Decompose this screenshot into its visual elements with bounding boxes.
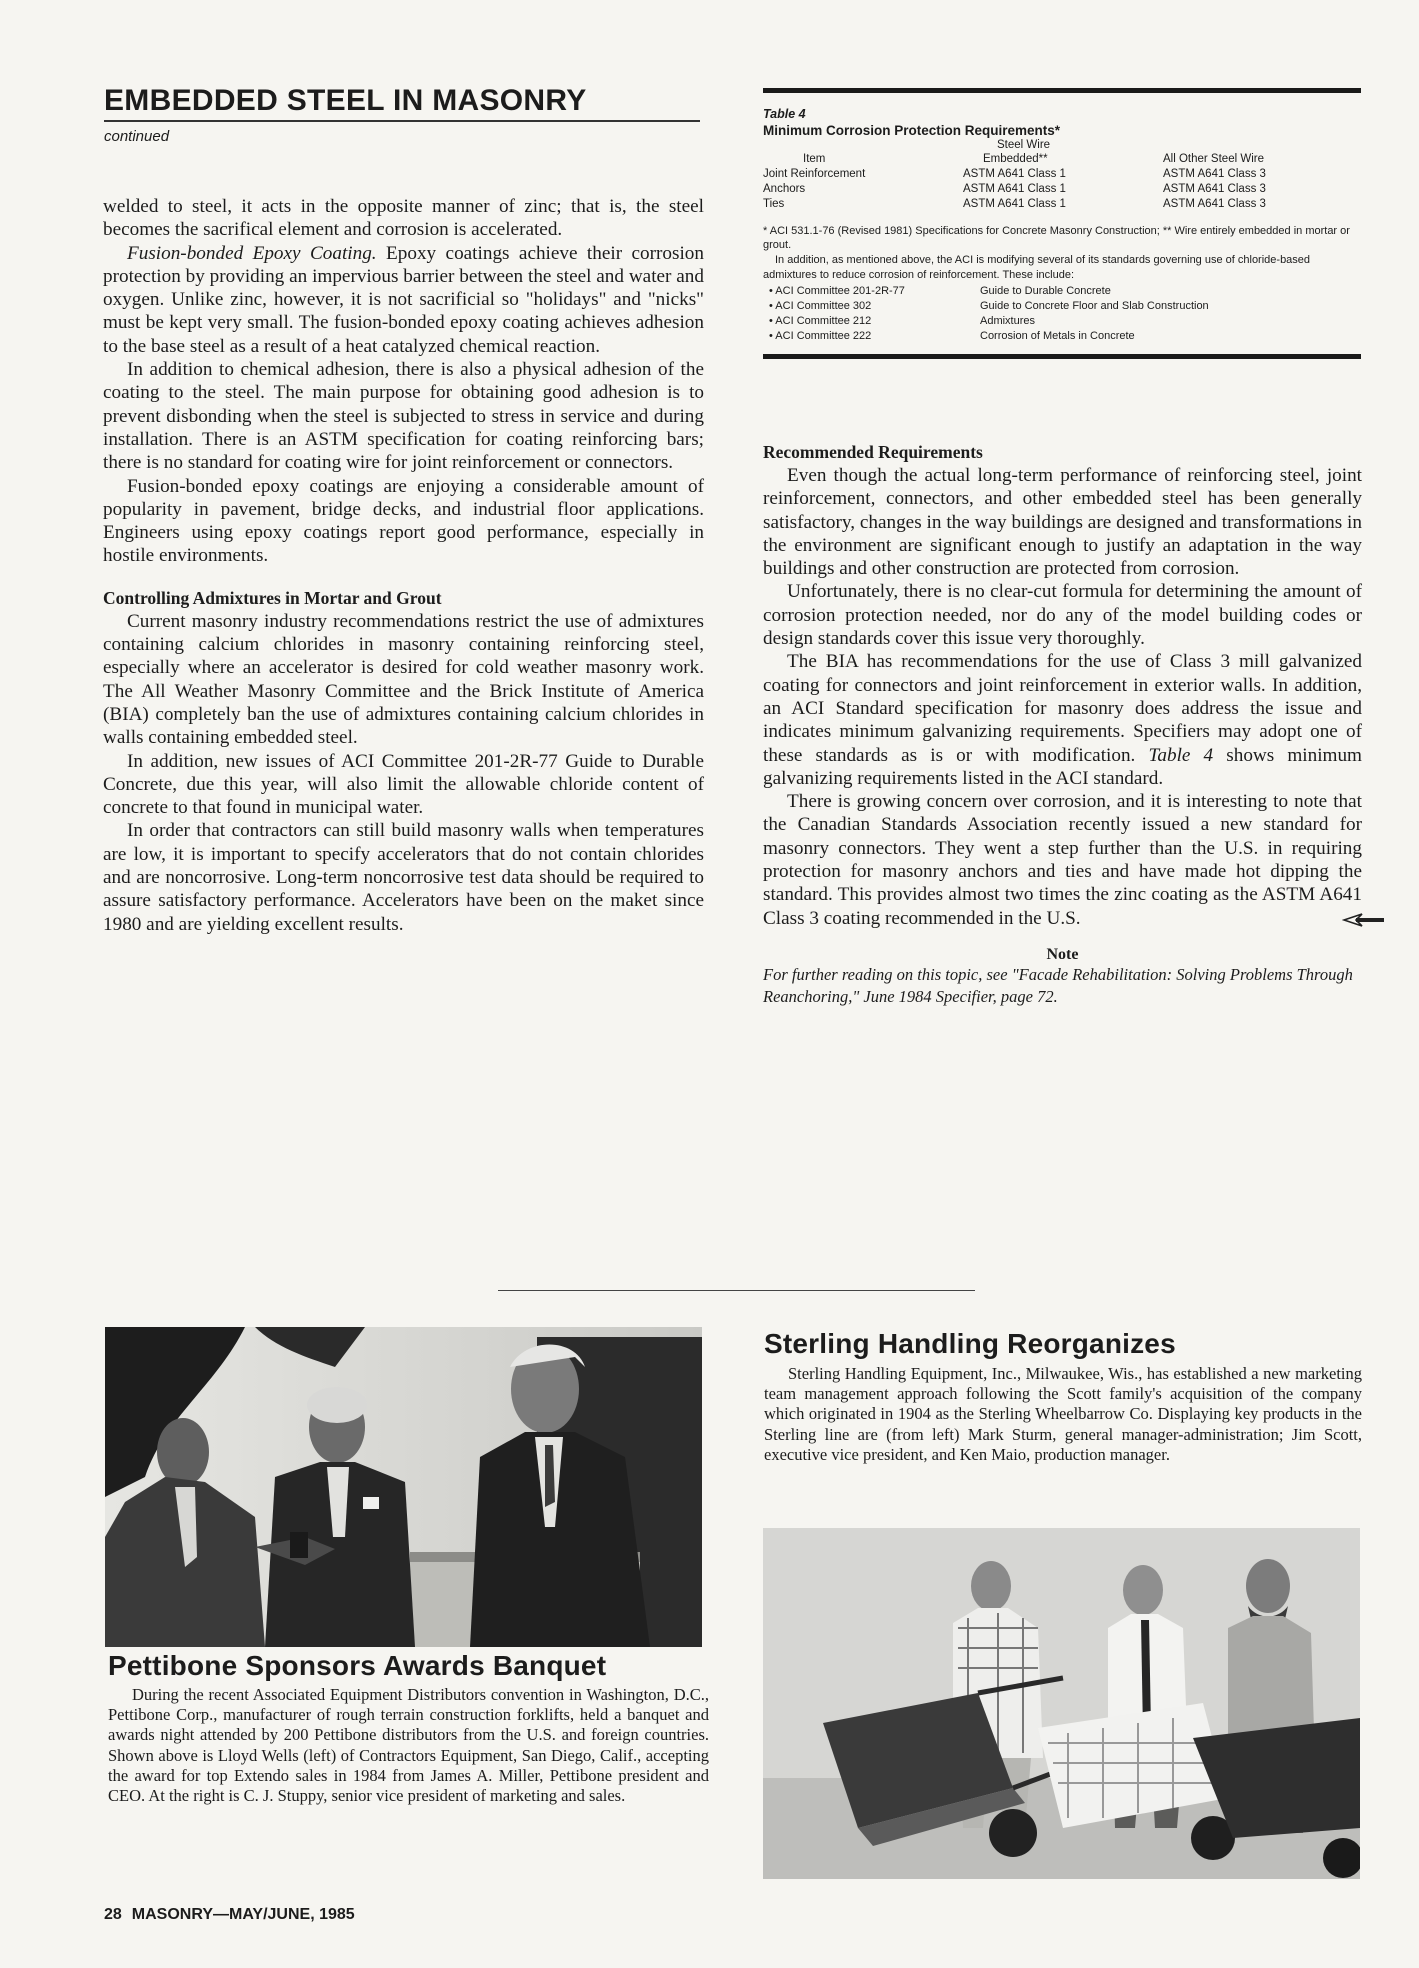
committee-guide: Guide to Durable Concrete [980, 285, 1111, 297]
subheading-admixtures: Controlling Admixtures in Mortar and Grout [103, 587, 442, 608]
article-column-right [763, 440, 1362, 1008]
table-cell: ASTM A641 Class 1 [963, 198, 1066, 210]
committee-name: • ACI Committee 201-2R-77 [769, 285, 905, 297]
committee-name: • ACI Committee 212 [769, 315, 872, 327]
paragraph: In addition, new issues of ACI Committee 201-2R-77 Guide to Durable Concrete, due this year, will also limit the allowable chloride content of concrete to that found in municipal water. [103, 750, 704, 819]
paragraph-text: Epoxy coatings achieve their corrosion protection by providing an impervious barrier between the steel and water and oxygen. Unlike zinc, however, it is not sacrificial so "holidays" and "nicks" must be kept very small. The fusion-bonded epoxy coating achieves adhesion to the base steel as a result of a heat catalyzed chemical reaction. [103, 242, 704, 357]
pettibone-title: Pettibone Sponsors Awards Banquet [108, 1650, 607, 1681]
paragraph: Current masonry industry recommendations restrict the use of admixtures containing calcium chlorides in masonry containing reinforcing steel, especially where an accelerator is desired for cold weather masonry work. The All Weather Masonry Committee and the Brick Institute of America (BIA) completely ban the use of admixtures containing calcium chlorides in walls containing embedded steel. [103, 610, 704, 749]
note-heading: Note [1046, 945, 1079, 963]
paragraph: Unfortunately, there is no clear-cut formula for determining the amount of corrosion protection needed, nor do any of the model building codes or design standards cover this issue very thoroughly. [763, 581, 1362, 650]
table-footnote: * ACI 531.1-76 (Revised 1981) Specifications for Concrete Masonry Construction; ** Wire entirely embedded in mortar or grout. [763, 225, 1350, 251]
list-item [763, 299, 1361, 314]
subheading-recommended: Recommended Requirements [763, 442, 983, 462]
awards-banquet-photo [105, 1327, 702, 1647]
committee-guide: Admixtures [980, 315, 1036, 327]
sterling-body: Sterling Handling Equipment, Inc., Milwaukee, Wis., has established a new marketing team management approach following the Scott family's acquisition of the company which originated in 1904 as the Sterling Wheelbarrow Co. Displaying key products in the Sterling line are (from left) Mark Sturm, general manager-administration; Jim Scott, executive vice president, and Ken Maio, production manager. [764, 1364, 1362, 1464]
committee-list [763, 284, 1361, 344]
table-cell: ASTM A641 Class 1 [963, 183, 1066, 195]
paragraph-lead: Fusion-bonded Epoxy Coating. [127, 242, 377, 264]
table-row [763, 182, 1361, 197]
table-addition-text: In addition, as mentioned above, the ACI is modifying several of its standards governing use of chloride-based admixtures to reduce corrosion of reinforcement. These include: [763, 254, 1311, 281]
paragraph: In order that contractors can still build masonry walls when temperatures are low, it is important to specify accelerators that do not contain chlorides and are noncorrosive. Long-term noncorrosive test data should be required to assure satisfactory performance. Accelerators have been on the maket since 1980 and are yielding excellent results. [103, 820, 704, 935]
continued-label: continued [104, 128, 170, 145]
table-cell: ASTM A641 Class 3 [1163, 183, 1266, 195]
paragraph: Even though the actual long-term performance of reinforcing steel, joint reinforcement, connectors, and other embedded steel has been generally satisfactory, changes in the way buildings are designed and transformations in the environment are significant enough to justify an adaptation in the way buildings and other construction are protected from corrosion. [763, 465, 1362, 580]
paragraph [763, 790, 1362, 930]
table-header-cell: Embedded** [983, 153, 1048, 165]
table-4 [763, 88, 1361, 359]
table-cell: ASTM A641 Class 1 [963, 168, 1066, 180]
arrow-end-mark-icon [1318, 911, 1362, 927]
table-header-cell: All Other Steel Wire [1163, 153, 1264, 165]
table-cell: Ties [763, 198, 785, 210]
paragraph: In addition to chemical adhesion, there is also a physical adhesion of the coating to the steel. The main purpose for obtaining good adhesion is to prevent disbonding when the steel is subjected to stress in service and during installation. There is an ASTM specification for coating reinforcing bars; there is no standard for coating wire for joint reinforcement or connectors. [103, 359, 704, 474]
article-column-left [103, 195, 704, 936]
committee-guide: Guide to Concrete Floor and Slab Construction [980, 300, 1209, 312]
table-cell: Joint Reinforcement [763, 168, 866, 180]
sterling-title: Sterling Handling Reorganizes [764, 1328, 1176, 1359]
table-group-header: Steel Wire [997, 139, 1051, 151]
table-header-row [763, 152, 1361, 167]
publication-name: MASONRY—MAY/JUNE, 1985 [131, 1906, 355, 1923]
article-title: EMBEDDED STEEL IN MASONRY [104, 84, 700, 122]
table-cell: ASTM A641 Class 3 [1163, 198, 1266, 210]
table-cell: Anchors [763, 183, 806, 195]
paragraph: Fusion-bonded epoxy coatings are enjoying a considerable amount of popularity in pavement, bridge decks, and industrial floor applications. Engineers using epoxy coatings report good performance, especially in hostile environments. [103, 475, 704, 567]
paragraph: welded to steel, it acts in the opposite manner of zinc; that is, the steel becomes the sacrifical element and corrosion is accelerated. [103, 196, 704, 241]
committee-name: • ACI Committee 222 [769, 330, 872, 342]
list-item [763, 284, 1361, 299]
paragraph [763, 650, 1362, 790]
section-divider [498, 1290, 975, 1291]
table-reference: Table 4 [1148, 744, 1214, 766]
table-row [763, 167, 1361, 182]
page-footer [104, 1906, 355, 1924]
table-title: Minimum Corrosion Protection Requirements* [763, 123, 1061, 138]
table-row [763, 197, 1361, 212]
table-cell: ASTM A641 Class 3 [1163, 168, 1266, 180]
paragraph [103, 242, 704, 358]
list-item [763, 329, 1361, 344]
committee-guide: Corrosion of Metals in Concrete [980, 330, 1135, 342]
sterling-wheelbarrow-photo [763, 1528, 1360, 1879]
paragraph-text: shows minimum galvanizing requirements listed in the ACI standard. [763, 744, 1362, 789]
note-text: For further reading on this topic, see "Facade Rehabilitation: Solving Problems Through Reanchoring," June 1984 Specifier, page 72. [763, 964, 1353, 1006]
paragraph-text: There is growing concern over corrosion, and it is interesting to note that the Canadian Standards Association recently issued a new standard for masonry connectors. They went a step further than the U.S. in requiring protection for masonry anchors and ties and have made hot dipping the standard. This provides almost two times the zinc coating as the ASTM A641 Class 3 coating recommended in the U.S. [763, 791, 1362, 929]
pettibone-body: During the recent Associated Equipment Distributors convention in Washington, D.C., Pettibone Corp., manufacturer of rough terrain construction forklifts, held a banquet and awards night attended by 200 Pettibone distributors from the U.S. and foreign countries. Shown above is Lloyd Wells (left) of Contractors Equipment, San Diego, Calif., accepting the award for top Extendo sales in 1984 from James A. Miller, Pettibone president and CEO. At the right is C. J. Stuppy, senior vice president of marketing and sales. [108, 1685, 709, 1806]
page-number: 28 [104, 1906, 122, 1923]
paragraph-text: The BIA has recommendations for the use of Class 3 mill galvanized coating for connectors and joint reinforcement in exterior walls. In addition, an ACI Standard specification for masonry does address the issue and indicates minimum galvanizing requirements. Specifiers may adopt one of these standards as is or with modification. [763, 651, 1362, 766]
committee-name: • ACI Committee 302 [769, 300, 872, 312]
list-item [763, 314, 1361, 329]
table-label: Table 4 [763, 107, 806, 121]
table-header-cell: Item [803, 153, 826, 165]
